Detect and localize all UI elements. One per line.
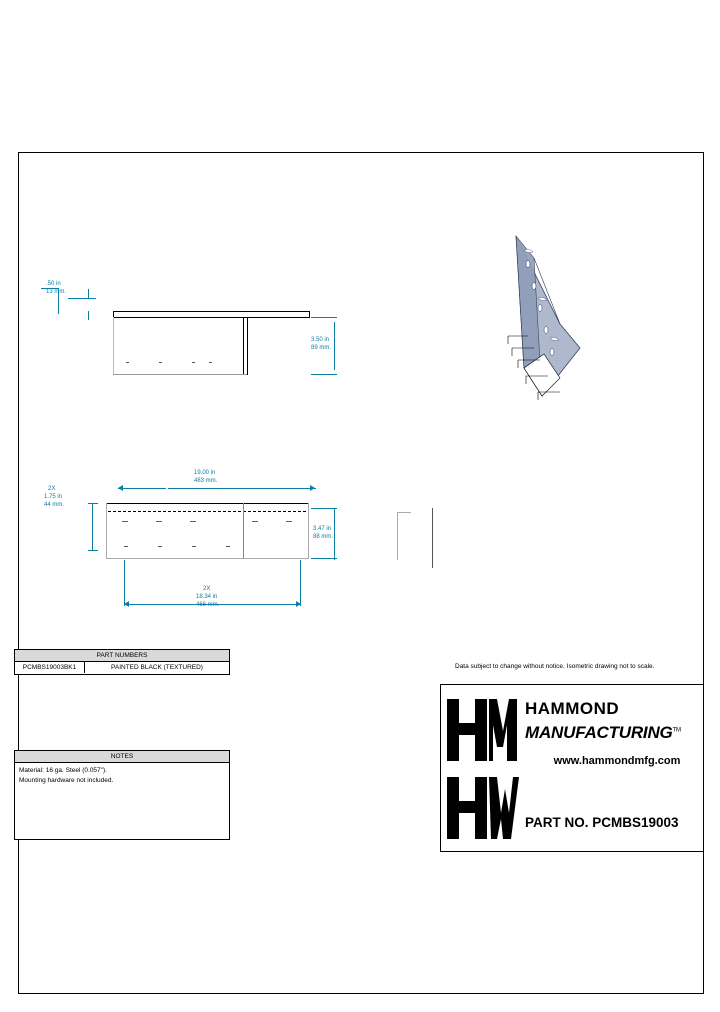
dim-350-witness-bottom bbox=[311, 374, 337, 375]
dim-175-witness-bottom bbox=[88, 550, 98, 551]
side-view-top-edge-2 bbox=[113, 317, 310, 318]
front-view-inner-line bbox=[243, 503, 244, 559]
dim-1900-text-in: 19.00 in bbox=[194, 470, 216, 476]
dim-1834-arrow-right bbox=[296, 601, 301, 607]
hole-centermark bbox=[159, 362, 162, 363]
slot-centermark bbox=[286, 521, 292, 522]
front-view-top-edge bbox=[106, 503, 309, 504]
front-view-right-edge bbox=[308, 503, 309, 559]
dim-175-witness-top bbox=[88, 503, 98, 504]
side-view-vertical-flange-2 bbox=[247, 317, 248, 375]
end-view-left-edge bbox=[397, 512, 398, 560]
hole-centermark bbox=[124, 546, 128, 547]
slot-centermark bbox=[190, 521, 196, 522]
iso-hole bbox=[544, 327, 548, 334]
hammond-logo-svg bbox=[445, 691, 521, 847]
dim-350-witness-top bbox=[311, 317, 337, 318]
front-view-hidden-line bbox=[108, 511, 306, 512]
end-view-right-edge bbox=[432, 508, 433, 568]
dim-050-text-in: .50 in bbox=[46, 281, 61, 287]
side-view-lower-edge bbox=[113, 374, 247, 375]
side-view-lower-left-edge bbox=[113, 317, 114, 374]
dim-1900-arrow-right bbox=[310, 485, 315, 491]
front-view-left-edge bbox=[106, 503, 107, 559]
note-line: Mounting hardware not included. bbox=[19, 777, 114, 784]
iso-hole bbox=[532, 283, 536, 290]
part-number-label bbox=[525, 815, 701, 830]
finish-cell: PAINTED BLACK (TEXTURED) bbox=[111, 664, 203, 671]
note-line: Material: 16 ga. Steel (0.057"). bbox=[19, 767, 107, 774]
dim-050-tick bbox=[88, 289, 89, 298]
notes-body bbox=[15, 763, 229, 789]
dim-350-ext-line bbox=[334, 322, 335, 370]
iso-hole bbox=[538, 305, 542, 312]
isometric-view bbox=[494, 228, 614, 418]
side-view-right-cap bbox=[309, 311, 310, 318]
hole-centermark bbox=[158, 546, 162, 547]
slot-centermark bbox=[252, 521, 258, 522]
end-view-top-edge bbox=[397, 512, 411, 513]
front-view-bottom-edge bbox=[106, 558, 309, 559]
part-numbers-table bbox=[14, 649, 230, 675]
title-block bbox=[440, 684, 704, 852]
dim-1834-text-in: 18.34 in bbox=[196, 594, 218, 600]
dim-175-ext-line bbox=[92, 503, 93, 551]
dim-350-text-in: 3.50 in bbox=[311, 337, 330, 343]
notes-table-header: NOTES bbox=[15, 751, 229, 763]
dim-1834-qty: 2X bbox=[203, 586, 211, 592]
side-view-vertical-flange bbox=[243, 317, 244, 375]
dim-1900-line bbox=[168, 488, 316, 489]
dim-347-ext-line bbox=[334, 508, 335, 560]
iso-hole bbox=[550, 349, 554, 356]
dim-1834-ext-left bbox=[124, 560, 125, 606]
dim-1834-arrow-left bbox=[124, 601, 129, 607]
hole-centermark bbox=[192, 546, 196, 547]
dim-347-text-mm: 88 mm. bbox=[313, 534, 334, 540]
dim-350-text-mm: 89 mm. bbox=[311, 345, 332, 351]
isometric-svg bbox=[494, 228, 614, 418]
dim-1834-text-mm: 466 mm. bbox=[196, 602, 220, 608]
website-url[interactable]: www.hammondmfg.com bbox=[553, 755, 681, 767]
dim-175-text-in: 1.75 in bbox=[44, 494, 63, 500]
side-view-top-edge bbox=[113, 311, 310, 312]
brand-name-line2 bbox=[525, 723, 705, 743]
part-numbers-table-header: PART NUMBERS bbox=[15, 650, 229, 662]
dim-050-tick-2 bbox=[88, 311, 89, 320]
dim-347-witness-bottom bbox=[311, 558, 337, 559]
hole-centermark bbox=[226, 546, 230, 547]
notes-table bbox=[14, 750, 230, 840]
dim-050-text-mm: 13 mm. bbox=[46, 289, 67, 295]
hammond-logo bbox=[445, 691, 521, 847]
slot-centermark bbox=[122, 521, 128, 522]
part-no-value: PCMBS19003 bbox=[592, 815, 679, 830]
brand-name-line1: HAMMOND bbox=[525, 699, 620, 718]
dim-175-text-mm: 44 mm. bbox=[44, 502, 65, 508]
trademark-symbol: TM bbox=[672, 727, 681, 734]
slot-centermark bbox=[156, 521, 162, 522]
part-number-cell: PCMBS19003BK1 bbox=[15, 662, 85, 673]
brand-name-line2-text: MANUFACTURING bbox=[525, 723, 673, 742]
part-no-prefix: PART NO. bbox=[525, 815, 589, 830]
dim-1834-ext-right bbox=[300, 560, 301, 606]
hole-centermark bbox=[126, 362, 129, 363]
dim-347-witness-top bbox=[311, 508, 337, 509]
dim-1900-text-mm: 483 mm. bbox=[194, 478, 218, 484]
dim-347-text-in: 3.47 in bbox=[313, 526, 332, 532]
hole-centermark bbox=[192, 362, 195, 363]
dim-1900-line-left bbox=[118, 488, 166, 489]
hole-centermark bbox=[209, 362, 212, 363]
table-row bbox=[15, 662, 229, 673]
iso-hole bbox=[526, 261, 530, 268]
disclaimer-text: Data subject to change without notice. Isometric drawing not to scale. bbox=[455, 663, 655, 670]
dim-175-qty: 2X bbox=[48, 486, 56, 492]
dim-050-leader bbox=[68, 298, 96, 299]
